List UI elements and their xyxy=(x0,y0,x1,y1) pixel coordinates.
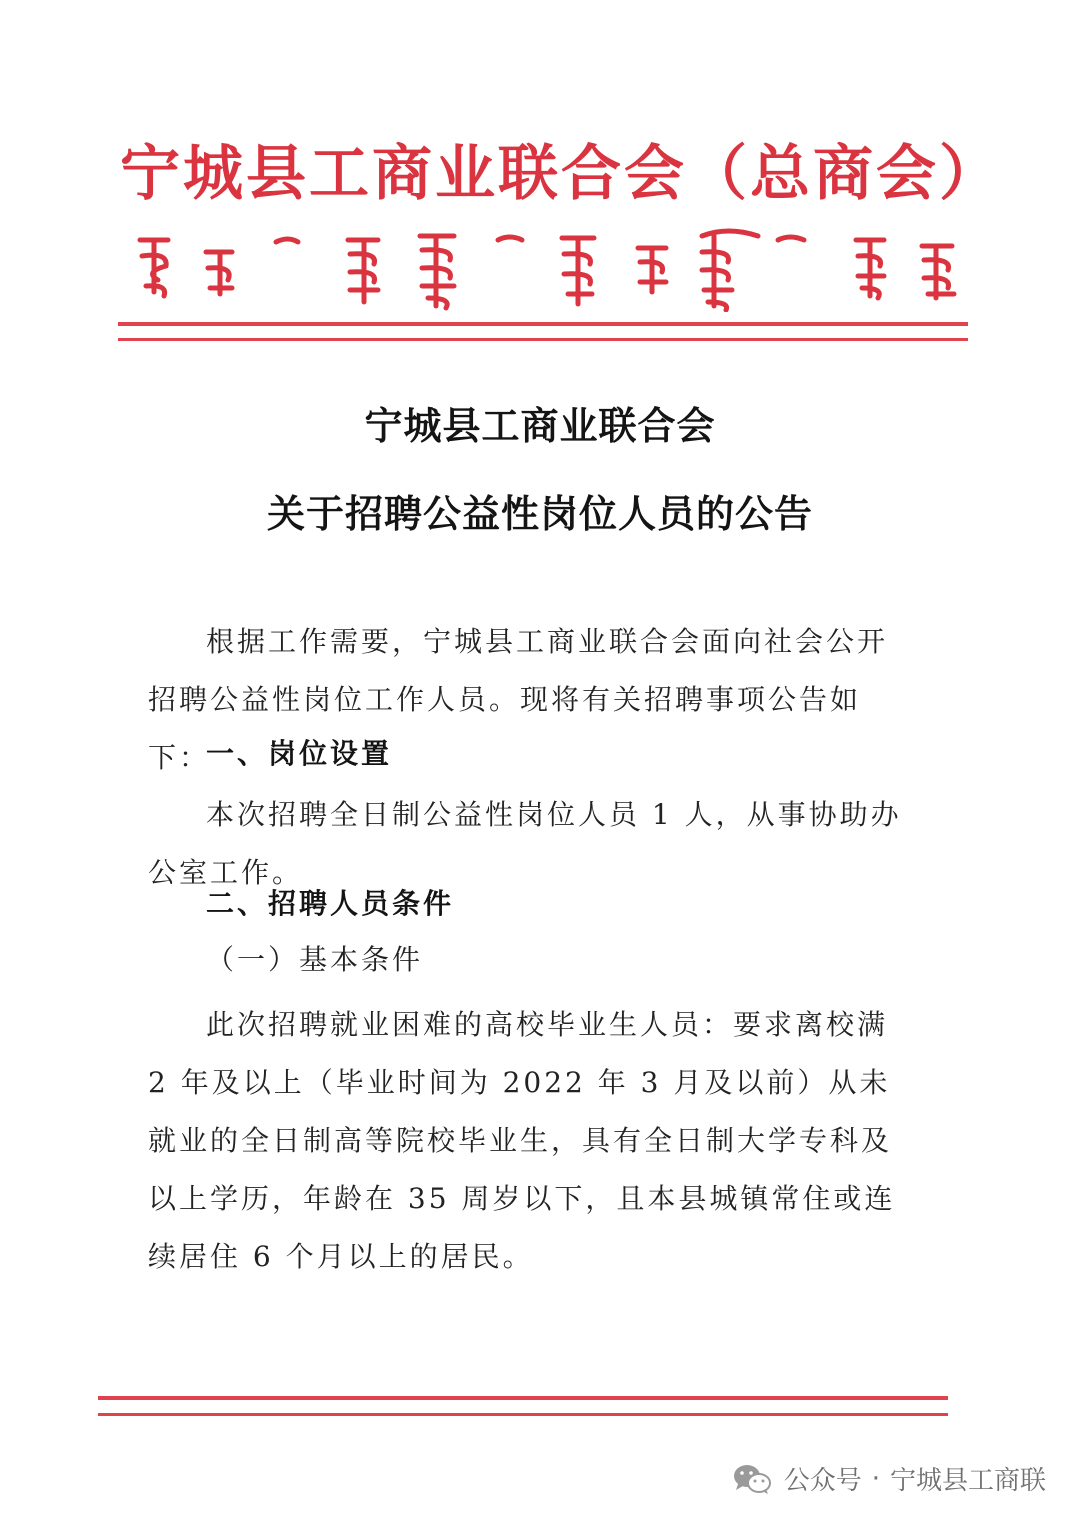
footer-rule-thick xyxy=(98,1396,948,1400)
letterhead-chinese-name: 宁城县工商业联合会（总商会） xyxy=(120,139,1002,209)
section-1-text: 本次招聘全日制公益性岗位人员 1 人，从事协助办公室工作。 xyxy=(148,798,902,889)
letterhead-rule-thin xyxy=(118,338,968,341)
section-2-heading: 二、招聘人员条件 xyxy=(206,887,455,920)
wechat-watermark xyxy=(732,1460,1046,1497)
intro-text: 根据工作需要，宁城县工商业联合会面向社会公开招聘公益性岗位工作人员。现将有关招聘事项公告如下： xyxy=(148,625,889,774)
watermark-account: 宁城县工商联 xyxy=(889,1466,1046,1496)
section-1-heading: 一、岗位设置 xyxy=(206,737,393,770)
wechat-icon xyxy=(732,1462,772,1496)
letterhead-rule-thick xyxy=(118,322,968,326)
document-title-line-1: 宁城县工商业联合会 xyxy=(364,403,716,448)
section-2-text: 此次招聘就业困难的高校毕业生人员：要求离校满 2 年及以上（毕业时间为 2022 年 3 月及以前）从未就业的全日制高等院校毕业生，具有全日制大学专科及以上学历，年龄在 35 周岁以下，且本县城镇常住或连续居住 6 个月以上的居民。 xyxy=(148,1008,896,1273)
section-2-subheading: （一）基本条件 xyxy=(206,943,424,976)
watermark-label: 公众号 xyxy=(783,1466,862,1496)
document-title-line-2: 关于招聘公益性岗位人员的公告 xyxy=(266,491,813,536)
watermark-separator: · xyxy=(871,1463,880,1494)
letterhead-mongolian-script xyxy=(128,222,968,312)
section-2-paragraph xyxy=(148,996,908,1286)
footer-rule-thin xyxy=(98,1413,948,1416)
